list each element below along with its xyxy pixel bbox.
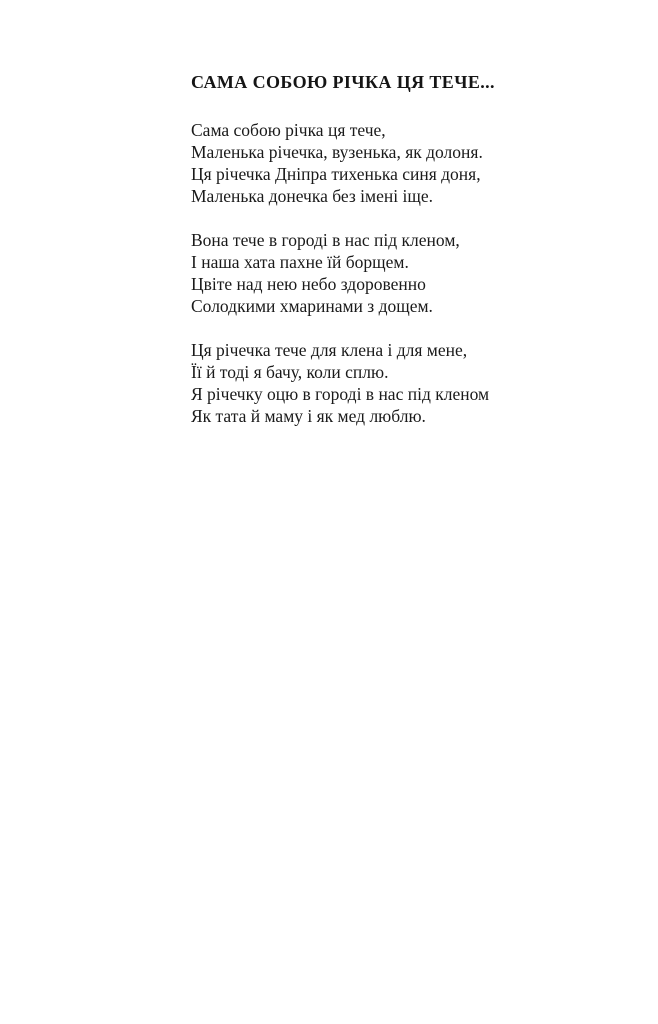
poem-line: Я річечку оцю в городі в нас під кленом: [191, 384, 490, 404]
poem-title: САМА СОБОЮ РІЧКА ЦЯ ТЕЧЕ...: [191, 72, 495, 92]
poem-line: Ця річечка Дніпра тихенька синя доня,: [191, 164, 481, 184]
poem-line: Як тата й маму і як мед люблю.: [191, 406, 426, 426]
poem-line: Її й тоді я бачу, коли сплю.: [191, 362, 389, 382]
stanza-2: [191, 229, 611, 317]
poem-line: Вона тече в городі в нас під кленом,: [191, 230, 460, 250]
poem-line: Маленька донечка без імені іще.: [191, 186, 433, 206]
poem-line: Сама собою річка ця тече,: [191, 120, 386, 140]
stanza-3: [191, 339, 611, 427]
poem-container: [191, 72, 611, 427]
poem-line: І наша хата пахне їй борщем.: [191, 252, 409, 272]
poem-line: Ця річечка тече для клена і для мене,: [191, 340, 468, 360]
poem-line: Солодкими хмаринами з дощем.: [191, 296, 433, 316]
poem-line: Цвіте над нею небо здоровенно: [191, 274, 426, 294]
poem-line: Маленька річечка, вузенька, як долоня.: [191, 142, 483, 162]
stanza-1: [191, 119, 611, 207]
